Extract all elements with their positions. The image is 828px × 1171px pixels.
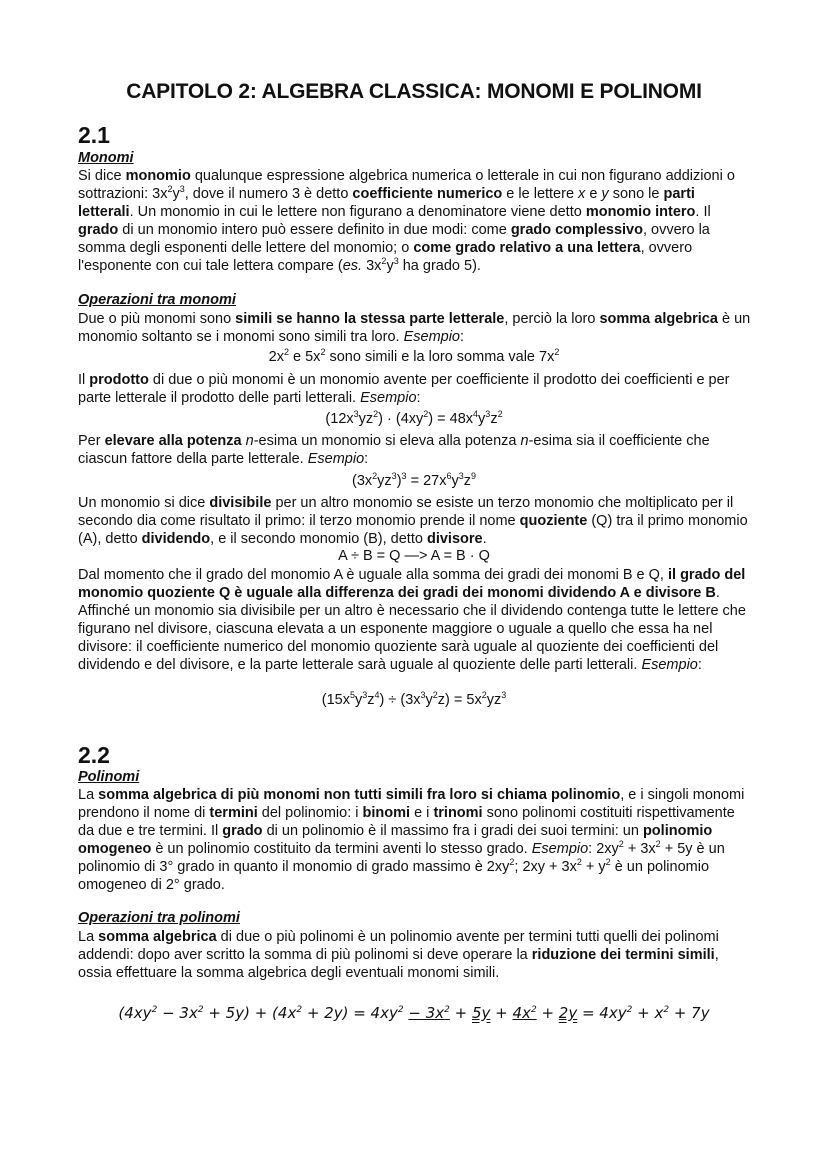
term-2y: 2y xyxy=(558,1004,578,1022)
term-4x2: $4x^2$ xyxy=(512,1004,537,1022)
paragraph-monomi-simili: Due o più monomi sono simili se hanno la stessa parte letterale, perciò la loro somma algebrica è un monomio soltanto se i monomi sono simili tra loro. Esempio: xyxy=(78,311,751,345)
section-number-2-1: 2.1 xyxy=(78,122,110,148)
paragraph-grado-quoziente: Dal momento che il grado del monomio A è uguale alla somma dei gradi dei monomi B e Q, il grado del monomio quoziente Q è uguale alla differenza dei gradi dei monomi dividendo A e divisore B. Affinché un monomio sia divisibile per un altro è necessario che il dividendo contenga tutte le lettere che figurano nel divisore, ciascuna elevata a un esponente maggiore o uguale a quello che essa ha nel divisore: il coefficiente numerico del monomio quoziente sarà uguale al quoziente dei coefficienti del dividendo e del divisore, e la parte letterale sarà uguale al quoziente delle parti letterali. Esempio: xyxy=(78,567,746,673)
formula-riduzione-termini-simili: $(4xy^2 - 3x^2 + 5y) + (4x^2 + 2y) = 4xy^2 - 3x^2 + 5y + 4x^2 + 2y = 4xy^2 + x^2 + 7y$ xyxy=(118,1004,710,1022)
section-subtitle-polinomi: Polinomi xyxy=(78,769,140,785)
section-subtitle-monomi: Monomi xyxy=(78,150,134,166)
formula-prodotto: $(12x^3yz^2) \cdot (4xy^2) = 48x^4y^3z^2$ xyxy=(325,409,503,427)
paragraph-somma-polinomi: La somma algebrica di due o più polinomi è un polinomio avente per termini tutti quelli dei polinomi addendi: dopo aver scritto la somma di più polinomi si deve operare la riduzione dei termini simili, ossia effettuare la somma algebrica degli eventuali monomi simili. xyxy=(78,929,719,981)
paragraph-polinomi-definition: La somma algebrica di più monomi non tutti simili fra loro si chiama polinomio, e i singoli monomi prendono il nome di termini del polinomio: i binomi e i trinomi sono polinomi costituiti rispettivamente da due e tre termini. Il grado di un polinomio è il massimo fra i gradi dei suoi termini: un polinomio omogeneo è un polinomio costituito da termini aventi lo stesso grado. Esempio: $2xy^2 + 3x^2 + 5y$ è un polinomio di 3° grado in quanto il monomio di grado massimo è $2xy^2$; $2xy + 3x^2 + y^2$ è un polinomio omogeneo di 2° grado. xyxy=(78,787,745,893)
subsection-operazioni-monomi: Operazioni tra monomi xyxy=(78,292,236,308)
chapter-title: CAPITOLO 2: ALGEBRA CLASSICA: MONOMI E POLINOMI xyxy=(126,80,702,103)
paragraph-prodotto: Il prodotto di due o più monomi è un monomio avente per coefficiente il prodotto dei coefficienti e per parte letterale il prodotto delle parti letterali. Esempio: xyxy=(78,372,730,406)
term-5y: 5y xyxy=(471,1004,491,1022)
paragraph-monomi-definition: Si dice monomio qualunque espressione algebrica numerica o letterale in cui non figurano addizioni o sottrazioni: $3x^2y^3$, dove il numero 3 è detto coefficiente numerico e le lettere x e y sono le parti letterali. Un monomio in cui le lettere non figurano a denominatore viene detto monomio intero. Il grado di un monomio intero può essere definito in due modi: come grado complessivo, ovvero la somma degli esponenti delle lettere del monomio; o come grado relativo a una lettera, ovvero l'esponente con cui tale lettera compare (es. $3x^2y^3$ ha grado 5). xyxy=(78,168,735,274)
formula-somma-simili: $2x^2$ e $5x^2$ sono simili e la loro somma vale $7x^2$ xyxy=(268,347,560,365)
term-neg-3x2: − $3x^2$ xyxy=(408,1004,450,1022)
paragraph-divisibile: Un monomio si dice divisibile per un altro monomio se esiste un terzo monomio che moltiplicato per il secondo dia come risultato il primo: il terzo monomio prende il nome quoziente (Q) tra il primo monomio (A), detto dividendo, e il secondo monomio (B), detto divisore. xyxy=(78,495,748,547)
paragraph-potenza: Per elevare alla potenza n-esima un monomio si eleva alla potenza n-esima sia il coefficiente che ciascun fattore della parte letterale. Esempio: xyxy=(78,433,710,467)
formula-potenza: $(3x^2yz^3)^3 = 27x^6y^3z^9$ xyxy=(352,471,476,489)
section-number-2-2: 2.2 xyxy=(78,742,110,768)
formula-quoziente: $(15x^5y^3z^4) \div (3x^3y^2z) = 5x^2yz^3$ xyxy=(321,690,507,708)
subsection-operazioni-polinomi: Operazioni tra polinomi xyxy=(78,910,240,926)
formula-divisione: A ÷ B = Q —> A = B · Q xyxy=(338,548,490,564)
